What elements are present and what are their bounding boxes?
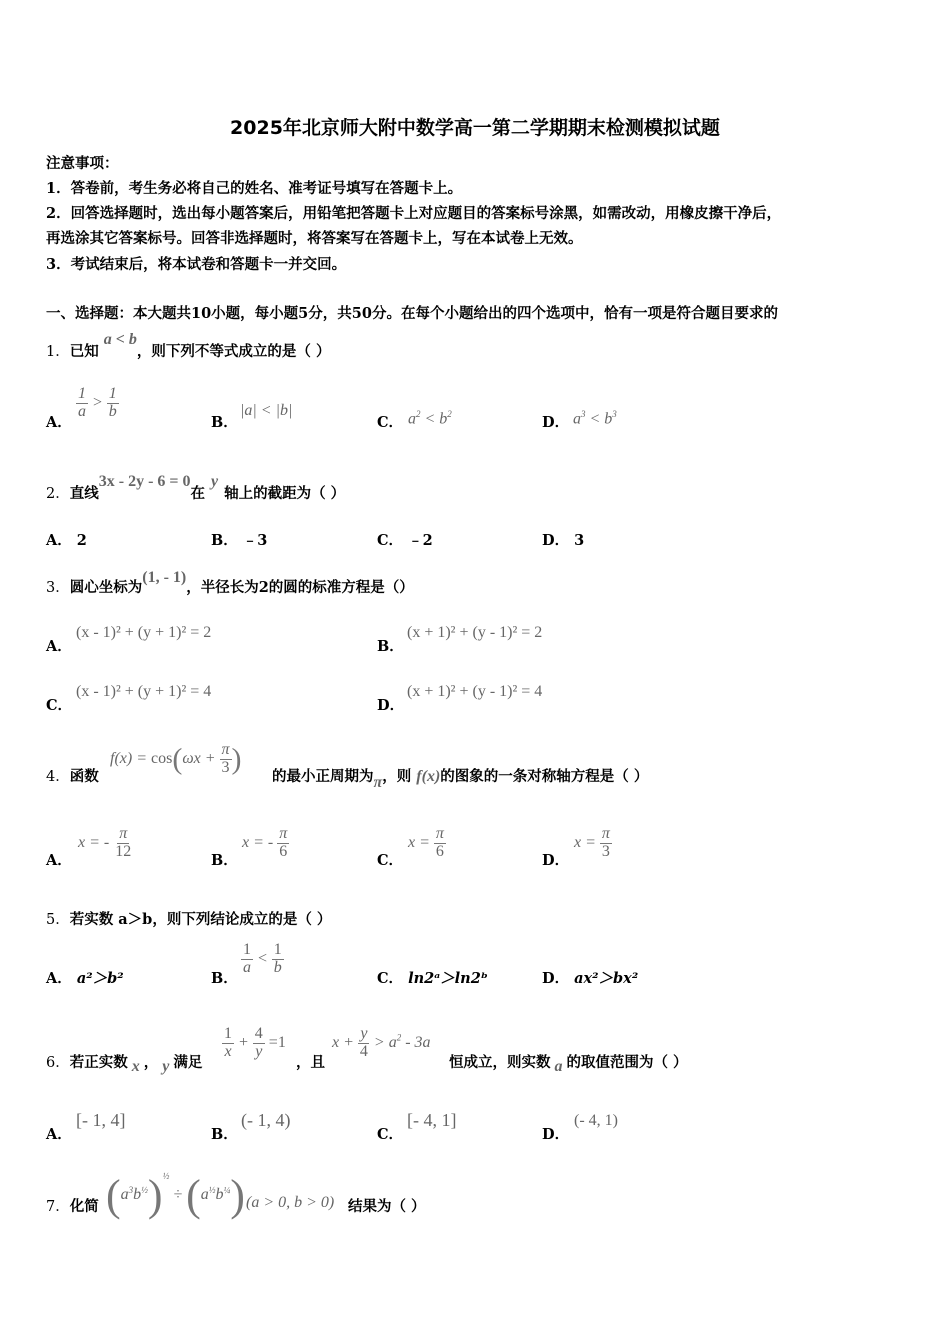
q1-option-d-label: D． [542, 414, 570, 431]
q3-option-a-label: A． [46, 638, 72, 655]
question-6-pre: 6．若正实数 x ， y 满足 [46, 1054, 203, 1075]
q5-option-d: D． ax²＞bx² [542, 970, 639, 987]
question-7-pre: 7．化简 [46, 1198, 99, 1215]
q1-option-d: $a^3 < b^3$ [573, 409, 617, 428]
question-4-pre: 4．函数 [46, 768, 99, 785]
q1-option-a-label: A． [46, 414, 72, 431]
q2-option-c: C． ﹣2 [377, 532, 433, 549]
q6-option-c: [- 4, 1] [407, 1110, 457, 1130]
question-4-post: 的最小正周期为π，则 f(x)的图象的一条对称轴方程是（ ） [272, 768, 649, 791]
q3-option-c-label: C． [46, 697, 73, 714]
q4-function: f(x) = cos(ωx + $\frac{\pi}{3}$ ) [110, 741, 242, 776]
q4-option-a: x = - $\frac{\pi}{12}$ [78, 825, 132, 860]
notice-item-2: 2．回答选择题时，选出每小题答案后，用铅笔把答题卡上对应题目的答案标号涂黑，如需改动，用橡皮擦干净后， [46, 205, 782, 222]
notice-heading: 注意事项： [46, 155, 119, 172]
q4-option-c-label: C． [377, 852, 404, 869]
q1-condition: a < b [103, 331, 137, 348]
q3-option-a: (x - 1)² + (y + 1)² = 2 [76, 624, 212, 641]
q5-option-c: C． ln2ᵃ＞ln2ᵇ [377, 970, 489, 987]
q6-option-a: [- 1, 4] [76, 1110, 126, 1130]
q1-option-b: |a| < |b| [240, 402, 293, 419]
q5-option-b: $\frac{1}{a}$ < $\frac{1}{b}$ [243, 941, 282, 976]
q5-option-b-label: B． [211, 970, 238, 987]
question-6-post: 恒成立，则实数 a 的取值范围为（ ） [449, 1054, 688, 1075]
question-1: 1．已知 a < b，则下列不等式成立的是（ ） [46, 331, 331, 360]
q5-option-a: A． a²＞b² [46, 970, 124, 987]
q1-option-c-label: C． [377, 414, 404, 431]
q6-option-c-label: C． [377, 1126, 404, 1143]
q2-option-d: D． 3 [542, 532, 585, 549]
q6-condition: $\frac{1}{x}$ + $\frac{4}{y}$ =1 [224, 1025, 286, 1060]
notice-item-3: 3．考试结束后，将本试卷和答题卡一并交回。 [46, 256, 347, 273]
section-heading: 一、选择题：本大题共10小题，每小题5分，共50分。在每个小题给出的四个选项中，恰有一项是符合题目要求的 [46, 305, 778, 322]
q6-option-a-label: A． [46, 1126, 72, 1143]
q4-option-c: x = $\frac{\pi}{6}$ [408, 825, 444, 860]
question-7-post: 结果为（ ） [348, 1198, 426, 1215]
q6-inequality: x + $\frac{y}{4}$ > $a^2 - 3a$ [332, 1025, 431, 1060]
notice-item-2-cont: 再选涂其它答案标号。回答非选择题时，将答案写在答题卡上，写在本试卷上无效。 [46, 230, 583, 247]
q1-option-b-label: B． [211, 414, 238, 431]
q6-option-d-label: D． [542, 1126, 570, 1143]
q2-option-a: A． 2 [46, 532, 87, 549]
notice-item-1: 1．答卷前，考生务必将自己的姓名、准考证号填写在答题卡上。 [46, 180, 463, 197]
q3-option-b-label: B． [377, 638, 404, 655]
question-2: 2．直线3x - 2y - 6 = 0在y轴上的截距为（ ） [46, 473, 346, 502]
q6-option-b: (- 1, 4) [241, 1110, 291, 1130]
q7-expression: $(a^3b^{\frac{1}{2}})^{\frac{1}{2}} \div (a^{\frac{1}{2}}b^{\frac{1}{4}})$ [106, 1170, 245, 1220]
q1-option-a: $\frac{1}{a}$ > $\frac{1}{b}$ [78, 385, 117, 420]
q4-option-b: x = - $\frac{\pi}{6}$ [242, 825, 288, 860]
q2-line-eq: 3x - 2y - 6 = 0 [98, 473, 191, 490]
question-5: 5．若实数 a＞b，则下列结论成立的是（ ） [46, 911, 332, 928]
q3-option-d-label: D． [377, 697, 405, 714]
q7-condition: (a > 0, b > 0) [246, 1194, 335, 1211]
question-3: 3．圆心坐标为(1, - 1)，半径长为2的圆的标准方程是（） [46, 569, 414, 596]
q4-option-d: x = $\frac{\pi}{3}$ [574, 825, 610, 860]
q3-center: (1, - 1) [142, 569, 187, 586]
q3-option-c: (x - 1)² + (y + 1)² = 4 [76, 683, 212, 700]
q2-option-b: B． ﹣3 [211, 532, 268, 549]
q6-option-d: (- 4, 1) [574, 1112, 618, 1129]
q1-option-c: $a^2 < b^2$ [408, 409, 452, 428]
q6-connector: ，且 [296, 1054, 325, 1071]
q3-option-d: (x + 1)² + (y - 1)² = 4 [407, 683, 543, 700]
q4-option-d-label: D． [542, 852, 570, 869]
q6-option-b-label: B． [211, 1126, 238, 1143]
q4-option-b-label: B． [211, 852, 238, 869]
q3-option-b: (x + 1)² + (y - 1)² = 2 [407, 624, 543, 641]
page-title: 2025年北京师大附中数学高一第二学期期末检测模拟试题 [230, 117, 720, 139]
q4-option-a-label: A． [46, 852, 72, 869]
